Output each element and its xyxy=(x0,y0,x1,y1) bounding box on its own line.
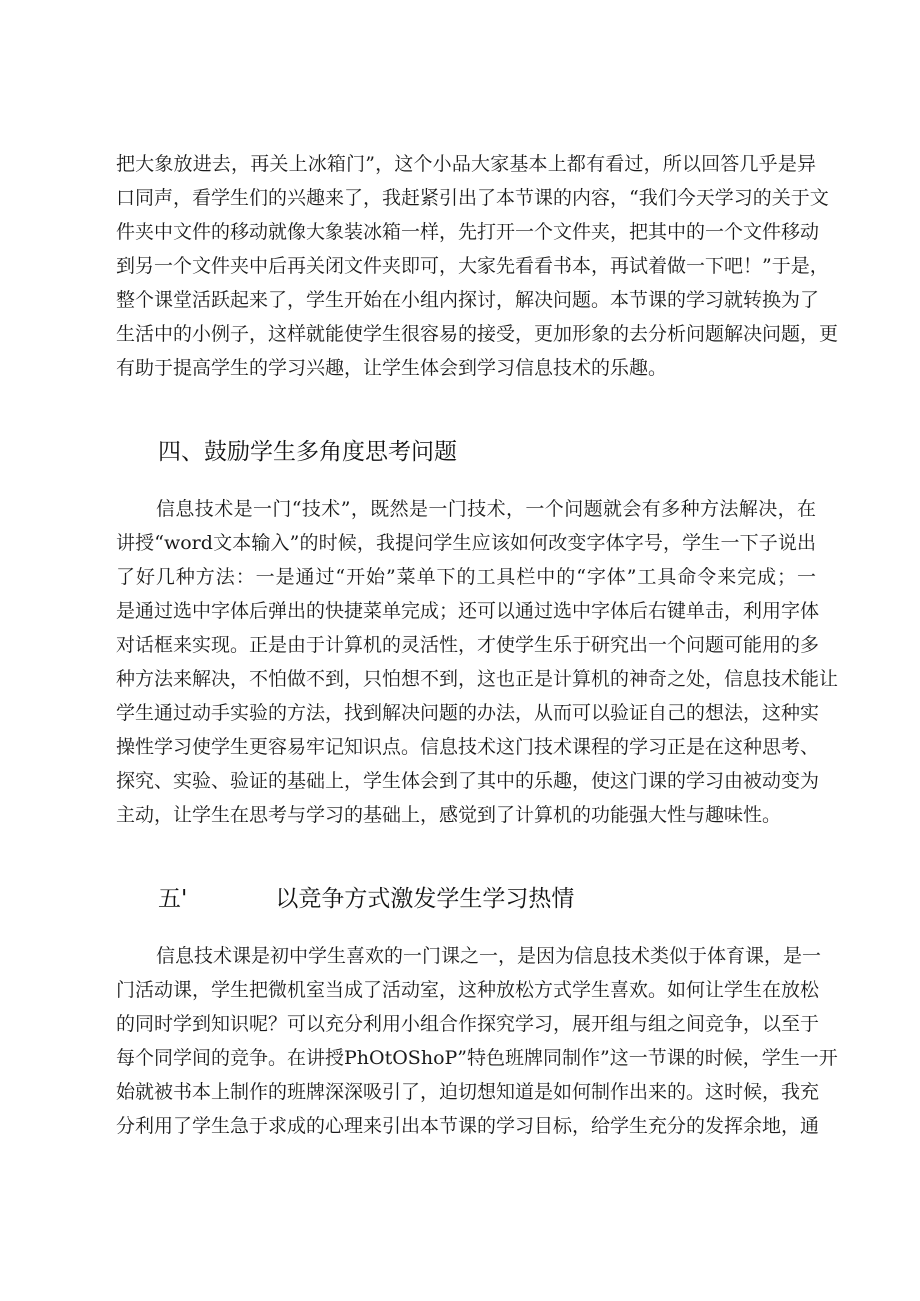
paragraph-line: 信息技术课是初中学生喜欢的一门课之一，是因为信息技术类似于体育课，是一 xyxy=(156,945,822,967)
paragraph-1 xyxy=(116,147,839,385)
paragraph-line: 把大象放进去，再关上冰箱门”，这个小品大家基本上都有看过，所以回答几乎是异 xyxy=(116,153,816,175)
paragraph-line: 整个课堂活跃起来了，学生开始在小组内探讨，解决问题。本节课的学习就转换为了 xyxy=(116,289,820,311)
paragraph-line: 主动，让学生在思考与学习的基础上，感觉到了计算机的功能强大性与趣味性。 xyxy=(116,804,782,826)
paragraph-line: 有助于提高学生的学习兴趣，让学生体会到学习信息技术的乐趣。 xyxy=(116,357,668,379)
section-heading-5 xyxy=(158,884,574,914)
paragraph-line: 讲授“word文本输入”的时候，我提问学生应该如何改变字体字号，学生一下子说出 xyxy=(116,532,816,554)
section-number: 五' xyxy=(158,886,188,912)
paragraph-line: 件夹中文件的移动就像大象装冰箱一样，先打开一个文件夹，把其中的一个文件移动 xyxy=(116,221,820,243)
paragraph-line: 种方法来解决，不怕做不到，只怕想不到，这也正是计算机的神奇之处，信息技术能让 xyxy=(116,668,839,690)
paragraph-line: 始就被书本上制作的班牌深深吸引了，迫切想知道是如何制作出来的。这时候，我充 xyxy=(116,1081,820,1103)
paragraph-line: 到另一个文件夹中后再关闭文件夹即可，大家先看看书本，再试着做一下吧！”于是， xyxy=(116,255,829,277)
paragraph-line: 门活动课，学生把微机室当成了活动室，这种放松方式学生喜欢。如何让学生在放松 xyxy=(116,979,820,1001)
section-title: 以竞争方式激发学生学习热情 xyxy=(275,886,575,912)
paragraph-line: 信息技术是一门“技术”，既然是一门技术，一个问题就会有多种方法解决，在 xyxy=(156,498,816,520)
paragraph-line: 是通过选中字体后弹出的快捷菜单完成；还可以通过选中字体后右键单击，利用字体 xyxy=(116,600,820,622)
paragraph-line: 生活中的小例子，这样就能使学生很容易的接受，更加形象的去分析问题解决问题，更 xyxy=(116,323,839,345)
section-heading-4: 四、鼓励学生多角度思考问题 xyxy=(158,439,457,465)
paragraph-line: 操性学习使学生更容易牢记知识点。信息技术这门技术课程的学习正是在这种思考、 xyxy=(116,736,820,758)
paragraph-line: 了好几种方法：一是通过“开始”菜单下的工具栏中的“字体”工具命令来完成；一 xyxy=(116,566,816,588)
paragraph-2 xyxy=(116,492,839,832)
paragraph-line: 的同时学到知识呢？可以充分利用小组合作探究学习，展开组与组之间竞争，以至于 xyxy=(116,1013,820,1035)
paragraph-line: 分利用了学生急于求成的心理来引出本节课的学习目标，给学生充分的发挥余地，通 xyxy=(116,1115,820,1137)
paragraph-line: 每个同学间的竞争。在讲授PhOtOShoP”特色班牌同制作”这一节课的时候，学生一开 xyxy=(116,1047,838,1069)
paragraph-3 xyxy=(116,939,838,1143)
paragraph-line: 口同声，看学生们的兴趣来了，我赶紧引出了本节课的内容，“我们今天学习的关于文 xyxy=(116,187,829,209)
paragraph-line: 学生通过动手实验的方法，找到解决问题的办法，从而可以验证自己的想法，这种实 xyxy=(116,702,820,724)
paragraph-line: 探究、实验、验证的基础上，学生体会到了其中的乐趣，使这门课的学习由被动变为 xyxy=(116,770,820,792)
paragraph-line: 对话框来实现。正是由于计算机的灵活性，才使学生乐于研究出一个问题可能用的多 xyxy=(116,634,820,656)
